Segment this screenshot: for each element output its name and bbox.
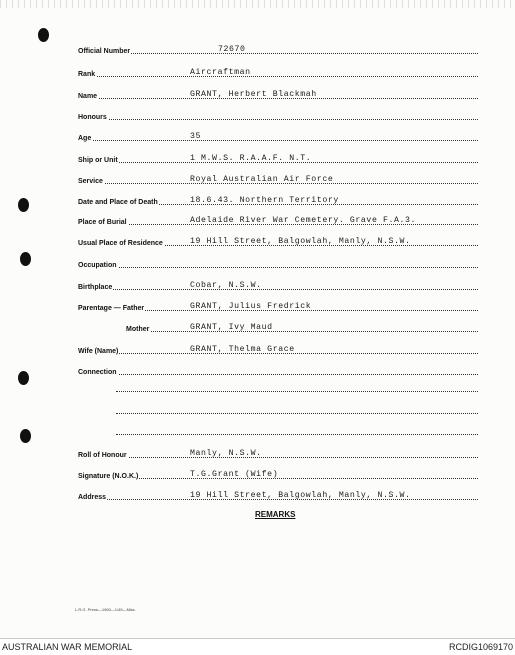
birthplace-row [78, 278, 478, 292]
name-value: GRANT, Herbert Blackmah [190, 90, 317, 99]
death-value: 18.6.43. Northern Territory [190, 196, 339, 205]
connection-line [116, 434, 478, 435]
death-label: Date and Place of Death [78, 199, 158, 206]
rank-label: Rank [78, 71, 96, 78]
roll-of-honour-label: Roll of Honour [78, 452, 127, 459]
connection-label: Connection [78, 369, 117, 376]
punch-hole-icon [18, 198, 29, 212]
mother-label: Mother [126, 326, 150, 333]
punch-hole-icon [20, 252, 31, 266]
address-row [78, 488, 478, 502]
occupation-label: Occupation [78, 262, 117, 269]
age-value: 35 [190, 132, 202, 141]
address-value: 19 Hill Street, Balgowlah, Manly, N.S.W. [190, 491, 411, 500]
punch-hole-icon [38, 28, 49, 42]
archive-name: AUSTRALIAN WAR MEMORIAL [2, 642, 133, 652]
father-label: Parentage — Father [78, 305, 145, 312]
address-label: Address [78, 494, 107, 501]
wife-label: Wife (Name) [78, 348, 119, 355]
official-number-row [78, 42, 478, 56]
birthplace-value: Cobar, N.S.W. [190, 281, 262, 290]
signature-value: T.G.Grant (Wife) [190, 470, 279, 479]
age-row [78, 129, 478, 143]
remarks-heading: REMARKS [255, 510, 296, 519]
father-row [78, 299, 478, 313]
honours-row [78, 108, 478, 122]
record-id: RCDIG1069170 [448, 642, 513, 652]
name-row [78, 87, 478, 101]
ship-unit-label: Ship or Unit [78, 157, 118, 164]
ship-unit-row [78, 151, 478, 165]
name-label: Name [78, 93, 98, 100]
burial-label: Place of Burial [78, 219, 127, 226]
residence-value: 19 Hill Street, Balgowlah, Manly, N.S.W. [190, 237, 411, 246]
service-label: Service [78, 178, 103, 185]
archive-footer [0, 638, 515, 655]
punch-hole-icon [20, 429, 31, 443]
mother-value: GRANT, Ivy Maud [190, 323, 273, 332]
roll-of-honour-row [78, 446, 478, 460]
father-value: GRANT, Julius Fredrick [190, 302, 312, 311]
connection-line [116, 413, 478, 414]
wife-row [78, 342, 478, 356]
wife-value: GRANT, Thelma Grace [190, 345, 295, 354]
residence-label: Usual Place of Residence [78, 240, 163, 247]
honours-label: Honours [78, 114, 107, 121]
death-row [78, 193, 478, 207]
rank-value: Aircraftman [190, 68, 251, 77]
connection-row [78, 363, 478, 377]
roll-of-honour-value: Manly, N.S.W. [190, 449, 262, 458]
rank-row [78, 65, 478, 79]
printer-footnote: L.R.G. Press—1960—1/45—Misc. [75, 607, 136, 612]
service-value: Royal Australian Air Force [190, 175, 334, 184]
official-number-value: 72670 [218, 45, 246, 54]
signature-label: Signature (N.O.K.) [78, 473, 139, 480]
residence-row [78, 234, 478, 248]
service-row [78, 172, 478, 186]
official-number-label: Official Number [78, 48, 131, 55]
punch-hole-icon [18, 371, 29, 385]
occupation-row [78, 256, 478, 270]
mother-row [126, 320, 478, 334]
age-label: Age [78, 135, 92, 142]
burial-value: Adelaide River War Cemetery. Grave F.A.3. [190, 216, 417, 225]
signature-row [78, 467, 478, 481]
ship-unit-value: 1 M.W.S. R.A.A.F. N.T. [190, 154, 312, 163]
birthplace-label: Birthplace [78, 284, 113, 291]
connection-line [116, 391, 478, 392]
burial-row [78, 213, 478, 227]
scan-edge-noise [0, 0, 515, 8]
